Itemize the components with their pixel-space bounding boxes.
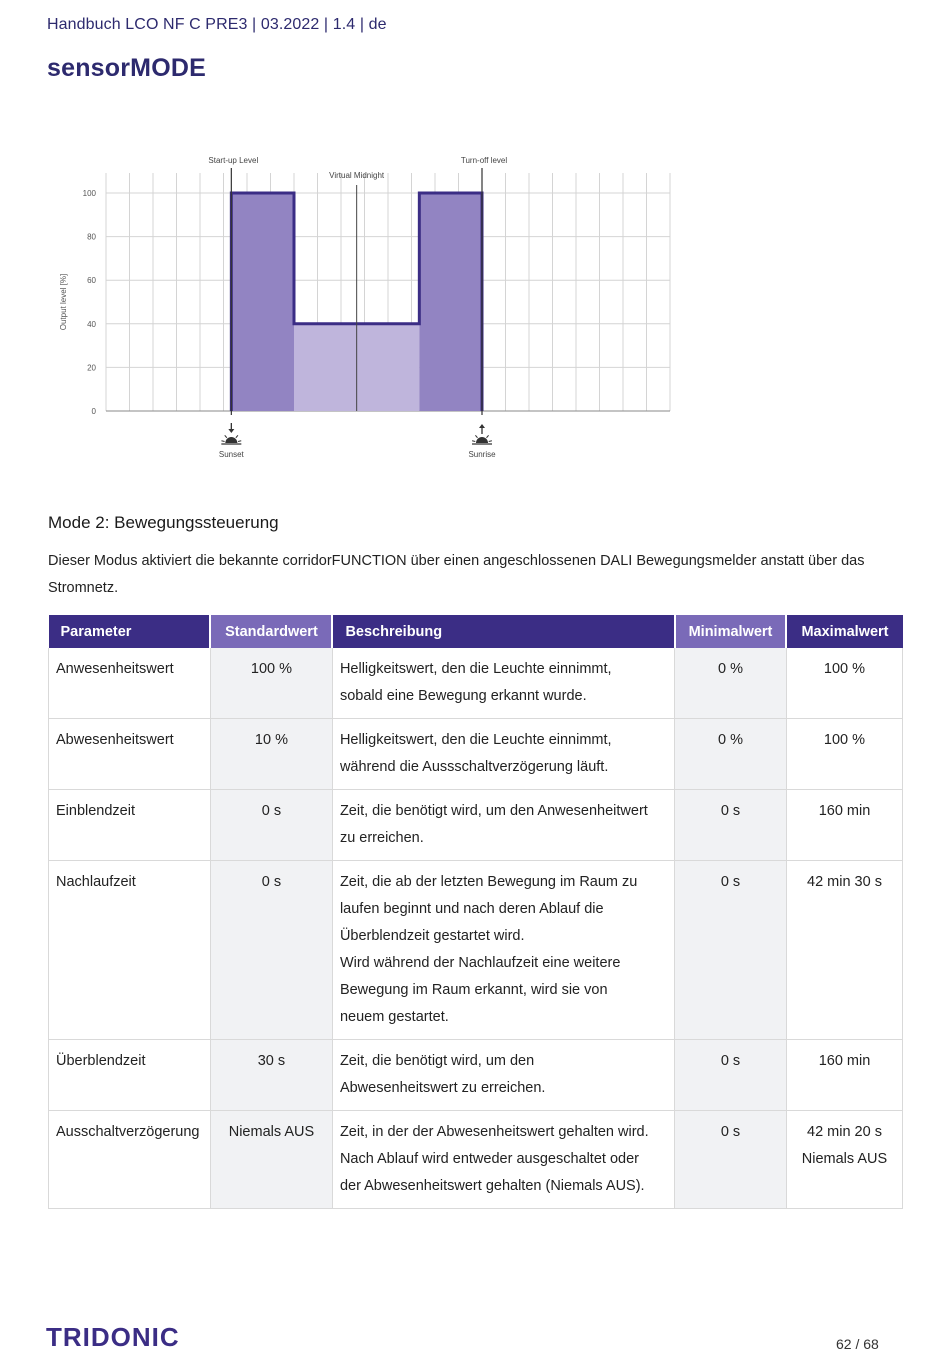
cell-maximalwert: 42 min 30 s: [786, 861, 902, 1040]
y-axis-label: Output level [%]: [59, 273, 68, 331]
table-row: [49, 648, 903, 719]
cell-beschreibung: Zeit, die ab der letzten Bewegung im Raum zu laufen beginnt und nach deren Ablauf die Überblendzeit gestartet wird. Wird während der Nachlaufzeit eine weitere Bewegung im Raum erkannt, wird sie von neuem gestartet.: [332, 861, 674, 1040]
cell-standardwert: 0 s: [210, 790, 332, 861]
mode-heading: Mode 2: Bewegungssteuerung: [48, 513, 279, 532]
cell-maximalwert: 160 min: [786, 1040, 902, 1111]
mode-intro-text: Dieser Modus aktiviert die bekannte corridorFUNCTION über einen angeschlossenen DALI Bewegungsmelder anstatt über das Stromnetz.: [48, 553, 865, 596]
midnight-label: Virtual Midnight: [329, 171, 385, 180]
header-maximalwert: Maximalwert: [786, 615, 902, 648]
cell-parameter: Nachlaufzeit: [49, 861, 211, 1040]
tridonic-logo: TRIDONIC: [46, 1322, 180, 1352]
cell-standardwert: 100 %: [210, 648, 332, 719]
section-title: sensorMODE: [47, 54, 206, 82]
y-tick-label: 80: [87, 232, 96, 242]
cell-minimalwert: 0 %: [675, 719, 787, 790]
cell-beschreibung: Zeit, die benötigt wird, um den Anwesenheitwert zu erreichen.: [332, 790, 674, 861]
cell-minimalwert: 0 s: [675, 861, 787, 1040]
table-header-row: [49, 615, 903, 648]
turnoff-label: Turn-off level: [460, 156, 508, 165]
cell-maximalwert: 42 min 20 s Niemals AUS: [786, 1111, 902, 1209]
cell-maximalwert: 160 min: [786, 790, 902, 861]
parameter-table: [48, 615, 903, 1209]
header-beschreibung: Beschreibung: [332, 615, 674, 648]
cell-standardwert: Niemals AUS: [210, 1111, 332, 1209]
cell-parameter: Ausschaltverzögerung: [49, 1111, 211, 1209]
page-number: 62 / 68: [836, 1336, 879, 1352]
cell-beschreibung: Zeit, die benötigt wird, um den Abwesenheitswert zu erreichen.: [332, 1040, 674, 1111]
cell-parameter: Überblendzeit: [49, 1040, 211, 1111]
cell-minimalwert: 0 %: [675, 648, 787, 719]
y-tick-label: 60: [87, 276, 96, 286]
cell-beschreibung: Helligkeitswert, den die Leuchte einnimmt, sobald eine Bewegung erkannt wurde.: [332, 648, 674, 719]
y-tick-label: 0: [91, 407, 96, 416]
sunset-label: Sunset: [218, 450, 244, 459]
chart-svg: [50, 148, 680, 468]
cell-parameter: Abwesenheitswert: [49, 719, 211, 790]
sunrise-label: Sunrise: [468, 450, 496, 459]
cell-maximalwert: 100 %: [786, 719, 902, 790]
document-header: Handbuch LCO NF C PRE3 | 03.2022 | 1.4 | de: [47, 16, 387, 33]
cell-standardwert: 0 s: [210, 861, 332, 1040]
sunrise-icon: [472, 424, 492, 444]
y-tick-label: 40: [87, 319, 96, 329]
y-tick-label: 20: [87, 363, 96, 373]
cell-standardwert: 10 %: [210, 719, 332, 790]
cell-beschreibung: Zeit, in der der Abwesenheitswert gehalten wird. Nach Ablauf wird entweder ausgeschaltet oder der Abwesenheitswert gehalten (Niemals AUS).: [332, 1111, 674, 1209]
cell-standardwert: 30 s: [210, 1040, 332, 1111]
cell-beschreibung: Helligkeitswert, den die Leuchte einnimmt, während die Aussschaltverzögerung läuft.: [332, 719, 674, 790]
table-row: [49, 861, 903, 1040]
table-row: [49, 1111, 903, 1209]
startup-label: Start-up Level: [208, 156, 259, 165]
header-standardwert: Standardwert: [210, 615, 332, 648]
area-segment: [419, 193, 482, 411]
cell-parameter: Einblendzeit: [49, 790, 211, 861]
y-tick-label: 100: [82, 189, 96, 198]
sunset-icon: [221, 423, 241, 444]
cell-maximalwert: 100 %: [786, 648, 902, 719]
output-level-chart: [50, 148, 680, 468]
table-row: [49, 719, 903, 790]
cell-minimalwert: 0 s: [675, 790, 787, 861]
cell-minimalwert: 0 s: [675, 1040, 787, 1111]
header-parameter: Parameter: [49, 615, 211, 648]
area-segment: [231, 193, 294, 411]
table-row: [49, 790, 903, 861]
cell-minimalwert: 0 s: [675, 1111, 787, 1209]
table-row: [49, 1040, 903, 1111]
header-minimalwert: Minimalwert: [675, 615, 787, 648]
cell-parameter: Anwesenheitswert: [49, 648, 211, 719]
